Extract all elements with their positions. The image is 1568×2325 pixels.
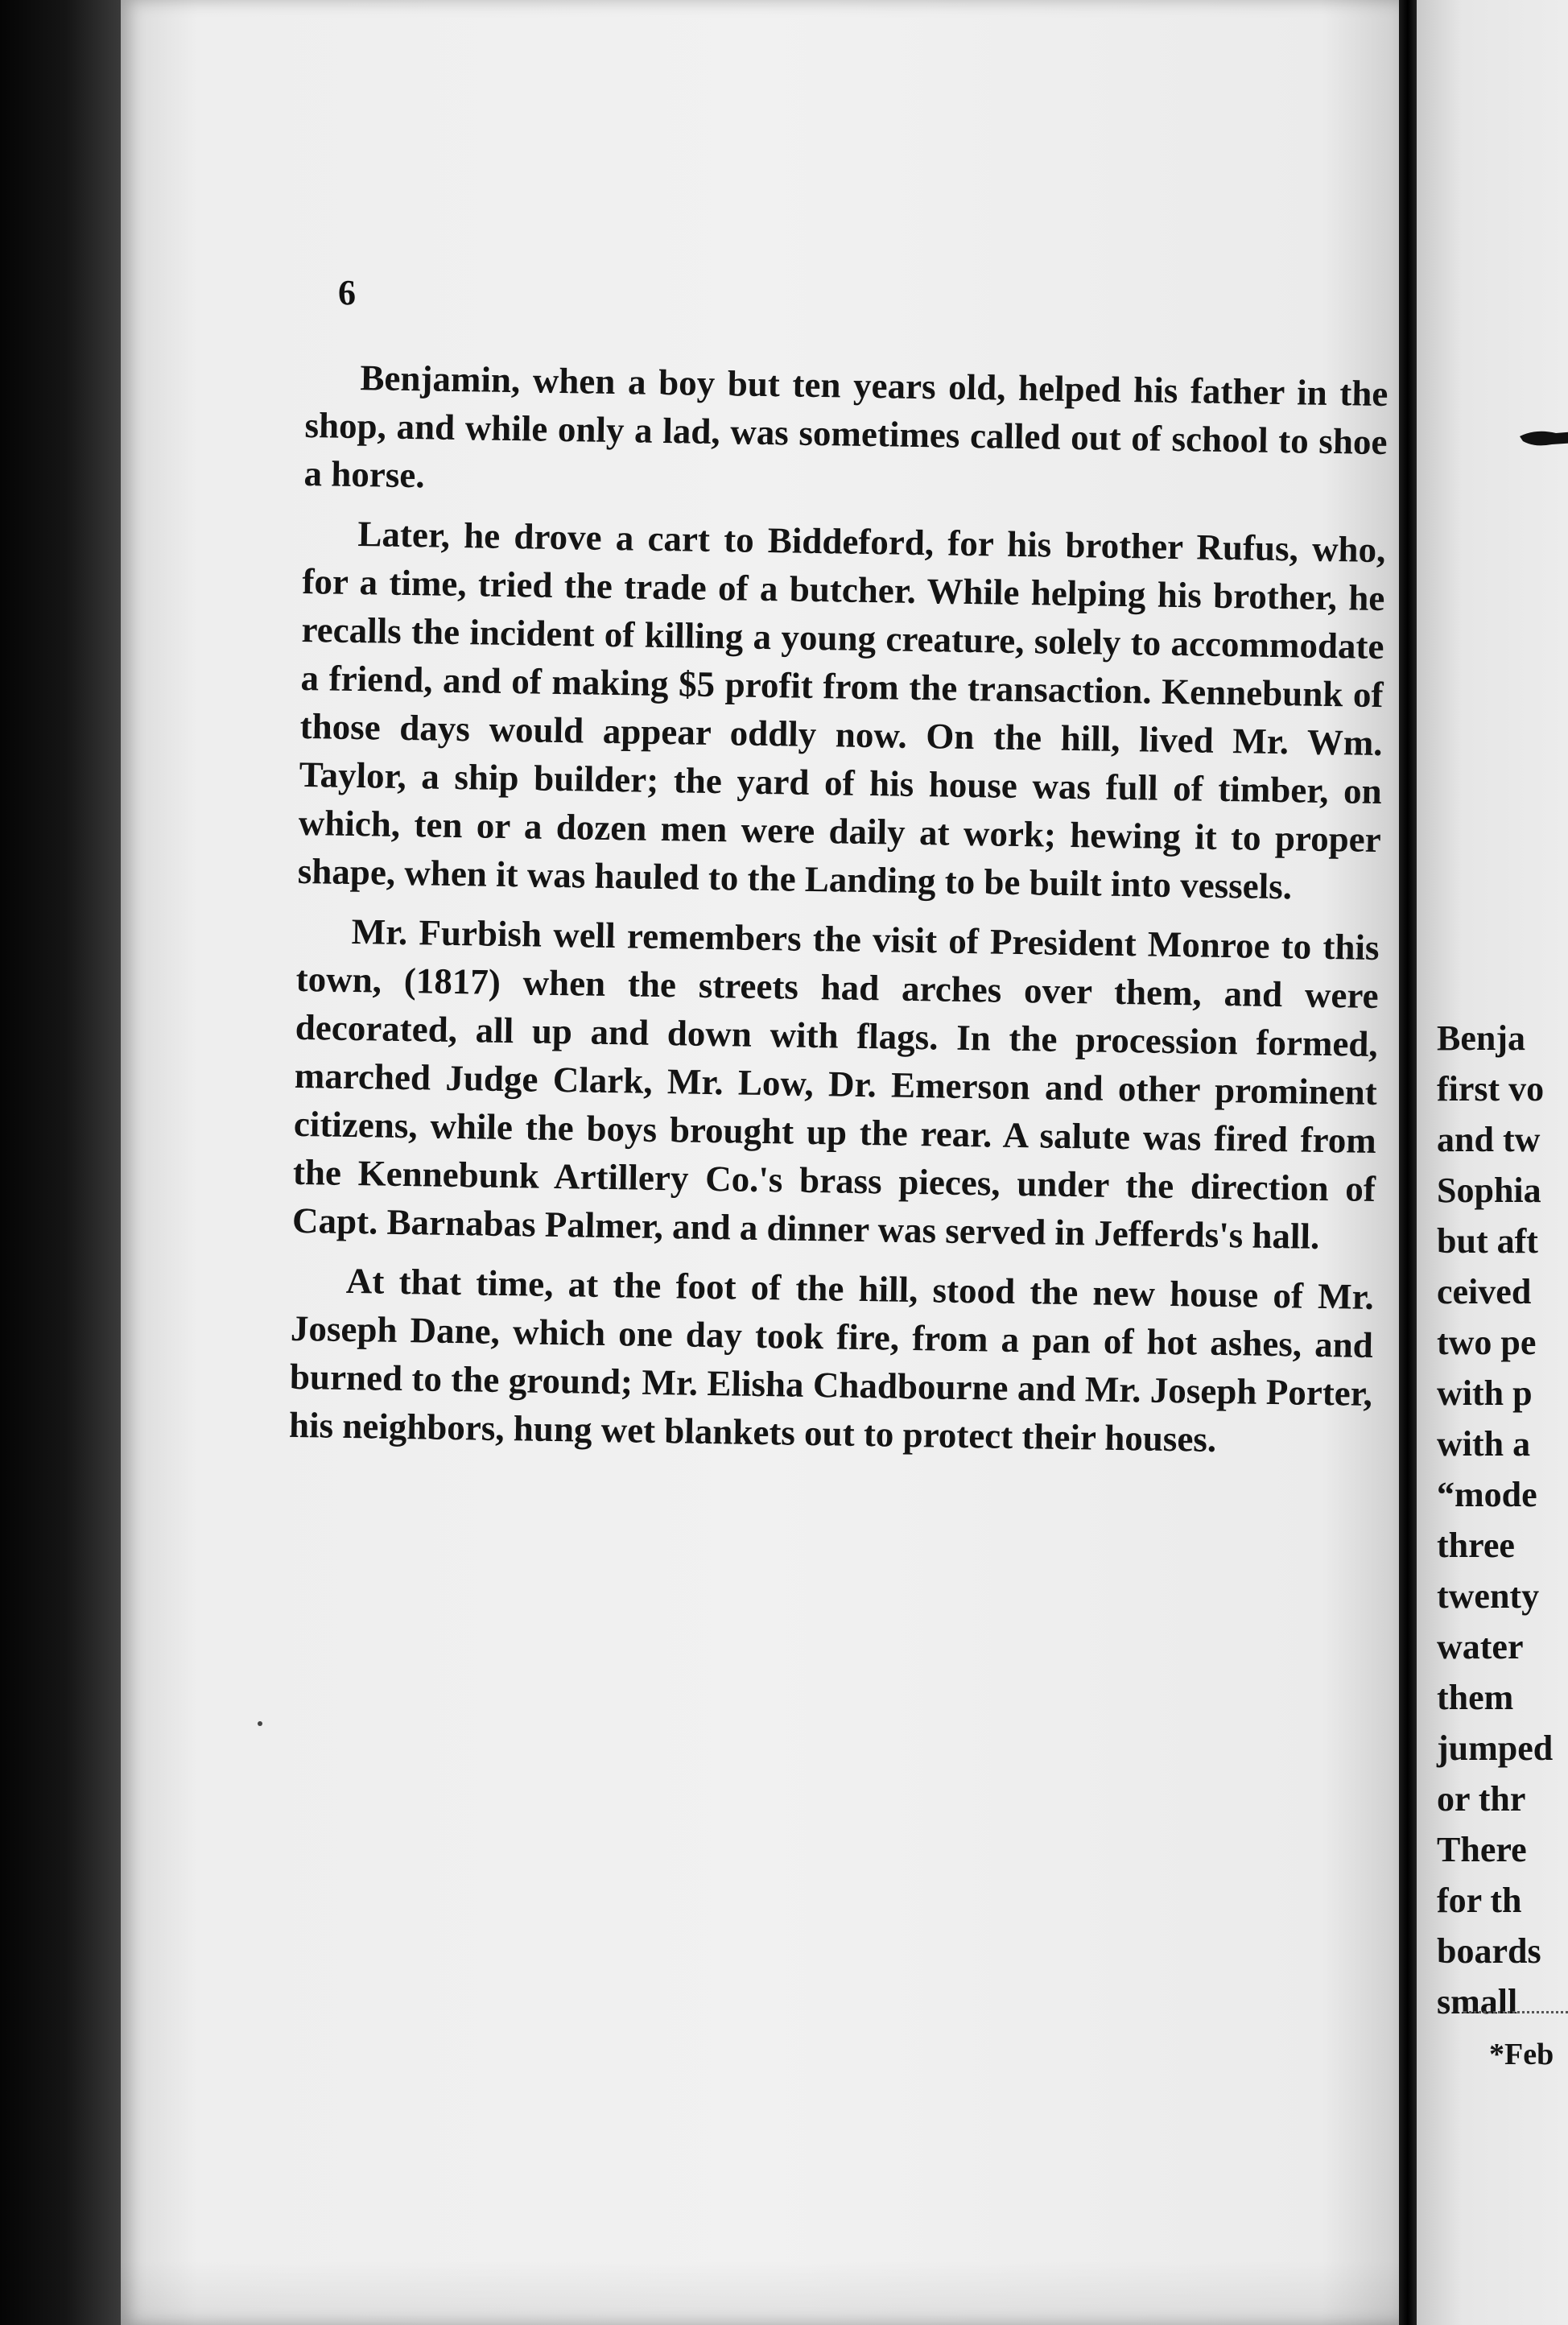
facing-page-footnote: *Feb	[1489, 2038, 1554, 2071]
facing-page-line: with p	[1437, 1373, 1533, 1413]
facing-page-line: for th	[1437, 1881, 1522, 1920]
facing-page-line: “mode	[1437, 1475, 1537, 1514]
facing-page-line: them	[1437, 1678, 1514, 1717]
paragraph: Benjamin, when a boy but ten years old, helped his father in the shop, and while only a lad, was sometimes called out of school to shoe a horse.	[303, 357, 1389, 496]
page-number: 6	[338, 273, 356, 312]
facing-page-line: first vo	[1437, 1069, 1545, 1109]
paragraph: At that time, at the foot of the hill, stood the new house of Mr. Joseph Dane, which one day took fire, from a pan of hot ashes, and burned to the ground; Mr. Elisha Chadbourne and Mr. Joseph Porter, his neighbors, hung wet blankets out to protect their houses.	[288, 1260, 1375, 1460]
facing-page-line: small	[1437, 1982, 1518, 2021]
facing-page-line: or thr	[1437, 1779, 1526, 1819]
facing-page-line: Sophia	[1437, 1171, 1541, 1210]
print-speck	[258, 1721, 262, 1726]
footnote-rule	[1463, 2011, 1568, 2013]
facing-page-line: two pe	[1437, 1323, 1537, 1362]
paragraph: Later, he drove a cart to Biddeford, for his brother Rufus, who, for a time, tried the trade of a butcher. While helping his brother, he recalls the incident of killing a young creature, solely to accommodate a friend, and of making $5 profit from the transaction. Kennebunk of those days would appear oddly now. On the hill, lived Mr. Wm. Taylor, a ship builder; the yard of his house was full of timber, on which, ten or a dozen men were daily at work; hewing it to proper shape, when it was hauled to the Landing to be built into vessels.	[297, 514, 1386, 907]
facing-page-line: three	[1437, 1526, 1515, 1565]
book-binding-shadow	[0, 0, 121, 2325]
facing-page-line: and tw	[1437, 1120, 1541, 1159]
body-text	[289, 353, 1389, 1466]
facing-page-line: ceived	[1437, 1272, 1532, 1311]
facing-page-line: with a	[1437, 1424, 1531, 1464]
facing-page-line: water	[1437, 1627, 1524, 1666]
pointing-hand-icon	[1520, 425, 1568, 452]
facing-page-line: There	[1437, 1830, 1527, 1869]
facing-page-line: Benja	[1437, 1018, 1525, 1058]
paragraph: Mr. Furbish well remembers the visit of President Monroe to this town, (1817) when the streets had arches over them, and were decorated, all up and down with flags. In the procession formed, marched Judge Clark, Mr. Low, Dr. Emerson and other prominent citizens, while the boys brought up the rear. A salute was fired from the Kennebunk Artillery Co.'s brass pieces, under the direction of Capt. Barnabas Palmer, and a dinner was served in Jefferds's hall.	[291, 911, 1380, 1257]
facing-page-line: but aft	[1437, 1221, 1538, 1261]
facing-page-text	[1437, 1013, 1553, 2027]
facing-page-line: boards	[1437, 1931, 1541, 1971]
facing-page-line: twenty	[1437, 1576, 1540, 1616]
facing-page-line: jumped	[1437, 1728, 1554, 1768]
book-gutter	[1399, 0, 1417, 2325]
page-bottom-shade	[121, 2261, 1399, 2325]
